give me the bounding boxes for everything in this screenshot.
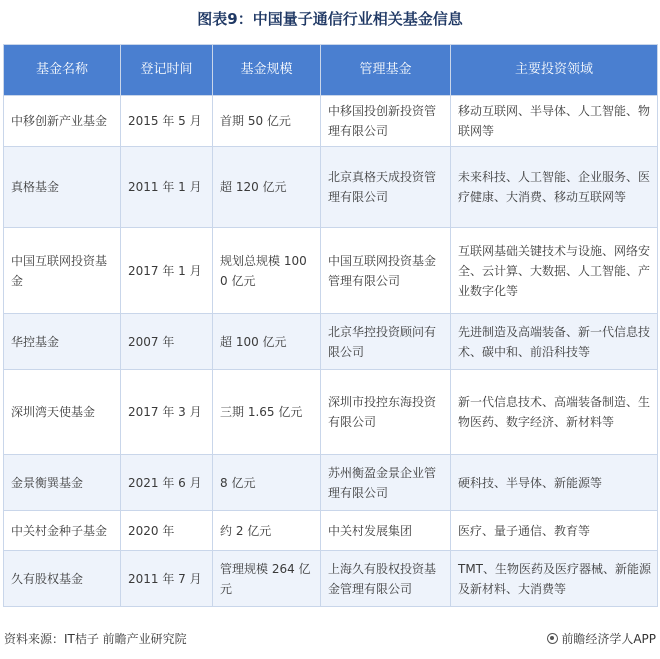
table-row xyxy=(4,511,658,551)
page-title: 图表9：中国量子通信行业相关基金信息 xyxy=(197,10,463,28)
cell-registration-date: 2015 年 5 月 xyxy=(121,96,213,147)
header-fund-name: 基金名称 xyxy=(4,45,121,96)
cell-investment-areas: 新一代信息技术、高端装备制造、生物医药、数字经济、新材料等 xyxy=(451,370,658,455)
cell-investment-areas: TMT、生物医药及医疗器械、新能源及新材料、大消费等 xyxy=(451,551,658,607)
cell-registration-date: 2021 年 6 月 xyxy=(121,455,213,511)
cell-fund-name: 中国互联网投资基金 xyxy=(4,228,121,314)
cell-fund-name: 深圳湾天使基金 xyxy=(4,370,121,455)
brand-text: 前瞻经济学人APP xyxy=(561,632,656,646)
cell-fund-size: 约 2 亿元 xyxy=(213,511,321,551)
cell-management: 中国互联网投资基金管理有限公司 xyxy=(321,228,451,314)
table-row xyxy=(4,96,658,147)
cell-investment-areas: 医疗、量子通信、教育等 xyxy=(451,511,658,551)
table-row xyxy=(4,455,658,511)
cell-fund-name: 中移创新产业基金 xyxy=(4,96,121,147)
cell-fund-size: 管理规模 264 亿元 xyxy=(213,551,321,607)
cell-registration-date: 2017 年 3 月 xyxy=(121,370,213,455)
header-registration-date: 登记时间 xyxy=(121,45,213,96)
cell-management: 中关村发展集团 xyxy=(321,511,451,551)
cell-fund-name: 真格基金 xyxy=(4,147,121,228)
cell-fund-size: 8 亿元 xyxy=(213,455,321,511)
cell-fund-name: 久有股权基金 xyxy=(4,551,121,607)
cell-registration-date: 2011 年 1 月 xyxy=(121,147,213,228)
table-header-row xyxy=(4,45,658,96)
table-row xyxy=(4,551,658,607)
cell-investment-areas: 移动互联网、半导体、人工智能、物联网等 xyxy=(451,96,658,147)
cell-fund-name: 中关村金种子基金 xyxy=(4,511,121,551)
source-note: 资料来源：IT桔子 前瞻产业研究院 xyxy=(4,632,187,646)
cell-investment-areas: 先进制造及高端装备、新一代信息技术、碳中和、前沿科技等 xyxy=(451,314,658,370)
cell-registration-date: 2020 年 xyxy=(121,511,213,551)
cell-fund-size: 首期 50 亿元 xyxy=(213,96,321,147)
cell-management: 北京华控投资顾问有限公司 xyxy=(321,314,451,370)
cell-registration-date: 2011 年 7 月 xyxy=(121,551,213,607)
cell-fund-name: 华控基金 xyxy=(4,314,121,370)
cell-registration-date: 2007 年 xyxy=(121,314,213,370)
cell-management: 上海久有股权投资基金管理有限公司 xyxy=(321,551,451,607)
header-management: 管理基金 xyxy=(321,45,451,96)
header-fund-size: 基金规模 xyxy=(213,45,321,96)
qianzhan-logo-icon xyxy=(547,633,558,644)
cell-fund-size: 规划总规模 1000 亿元 xyxy=(213,228,321,314)
cell-management: 苏州衡盈金景企业管理有限公司 xyxy=(321,455,451,511)
cell-investment-areas: 互联网基础关键技术与设施、网络安全、云计算、大数据、人工智能、产业数字化等 xyxy=(451,228,658,314)
footer xyxy=(4,630,656,650)
cell-management: 深圳市投控东海投资有限公司 xyxy=(321,370,451,455)
cell-fund-size: 超 120 亿元 xyxy=(213,147,321,228)
table-row xyxy=(4,314,658,370)
cell-investment-areas: 硬科技、半导体、新能源等 xyxy=(451,455,658,511)
cell-investment-areas: 未来科技、人工智能、企业服务、医疗健康、大消费、移动互联网等 xyxy=(451,147,658,228)
cell-management: 北京真格天成投资管理有限公司 xyxy=(321,147,451,228)
cell-fund-name: 金景衡巽基金 xyxy=(4,455,121,511)
brand-label xyxy=(547,630,656,647)
cell-registration-date: 2017 年 1 月 xyxy=(121,228,213,314)
cell-management: 中移国投创新投资管理有限公司 xyxy=(321,96,451,147)
table-row xyxy=(4,228,658,314)
header-investment-areas: 主要投资领域 xyxy=(451,45,658,96)
table-row xyxy=(4,370,658,455)
table-row xyxy=(4,147,658,228)
cell-fund-size: 三期 1.65 亿元 xyxy=(213,370,321,455)
cell-fund-size: 超 100 亿元 xyxy=(213,314,321,370)
fund-table xyxy=(3,44,658,607)
